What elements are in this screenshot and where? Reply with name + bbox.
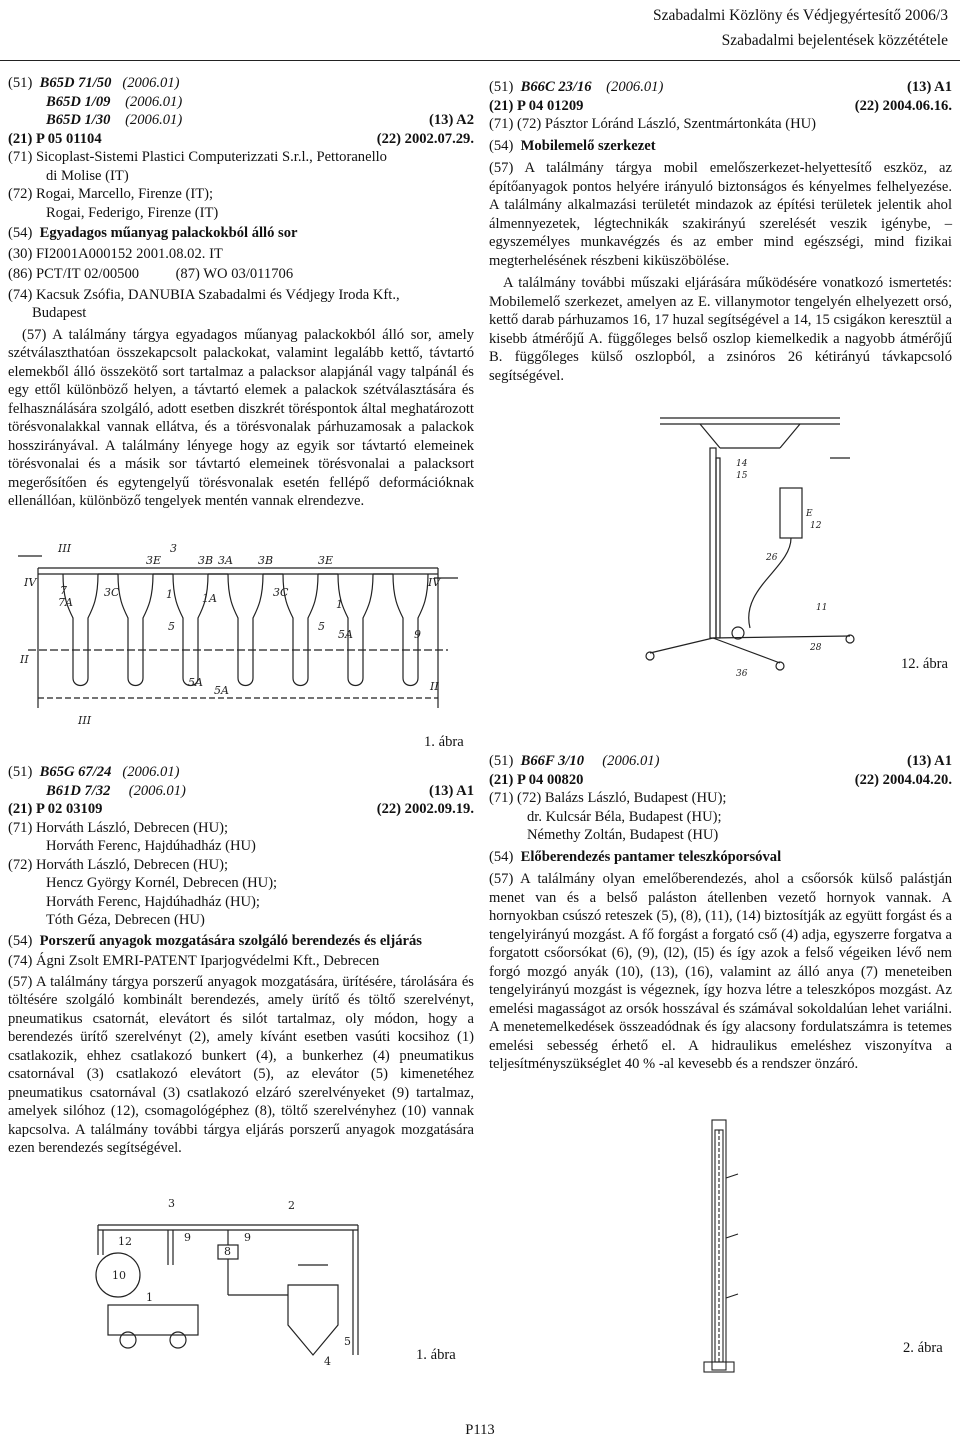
figure-duct	[88, 1195, 408, 1370]
application-number: (21) P 04 00820	[489, 771, 584, 788]
ipc-class: B66C 23/16	[520, 79, 592, 95]
pct-number: (86) PCT/IT 02/00500	[8, 266, 140, 282]
applicant-cont: di Molise (IT)	[46, 167, 129, 184]
field-54: (54)	[489, 848, 514, 865]
inventor-cont: Hencz György Kornél, Debrecen (HU);	[46, 875, 278, 891]
priority: (30) FI2001A000152 2001.08.02. IT	[8, 245, 223, 262]
invention-title: Porszerű anyagok mozgatására szolgáló berendezés és eljárás	[39, 932, 422, 949]
label-1A: 1A	[202, 592, 217, 605]
entry-2	[8, 763, 474, 1158]
page-number: P113	[465, 1422, 495, 1438]
label-28: 28	[810, 643, 822, 653]
figure-caption: 2. ábra	[903, 1340, 943, 1356]
invention-title: Előberendezés pantamer teleszkóporsóval	[520, 848, 782, 865]
ipc-class: B65D 1/09	[46, 93, 111, 110]
label-3E: 3E	[146, 554, 162, 567]
entry-1	[8, 74, 474, 511]
figure-caption: 1. ábra	[416, 1347, 456, 1363]
inventor-cont: Horváth Ferenc, Hajdúhadház (HU);	[46, 893, 260, 910]
label-3B: 3B	[258, 554, 274, 567]
ipc-version: (2006.01)	[122, 764, 180, 780]
figure-bottles	[18, 538, 458, 728]
agent: (74) Kacsuk Zsófia, DANUBIA Szabadalmi és Védjegy Iroda Kft.,	[8, 286, 400, 303]
ipc-version: (2006.01)	[122, 75, 180, 91]
filing-date: (22) 2004.06.16.	[854, 97, 952, 114]
label-4: 4	[324, 1355, 331, 1368]
label-5A: 5A	[214, 684, 229, 697]
ipc-class: B61D 7/32	[46, 782, 111, 799]
abstract-cont: A találmány további műszaki eljárására működésére vonatkozó ismertetés: Mobilemelő szerkezet, amelyen az E. villanymotor tengelyén elhelyezett orsó, kettő darab párhuzamos 16, 17 huzal segítségével a 14, 15 csigákon keresztül a kisebb átmérőjű A. függőleges belső oszlop kiemelkedik a nagyobb átmérőjű B. függőleges külső oszlopból, a zsinóros 26 kétirányú távkapcsoló segítségével.	[489, 275, 952, 384]
label-8: 8	[224, 1245, 231, 1258]
kind-code: (13) A2	[429, 112, 474, 128]
field-54: (54)	[8, 225, 33, 241]
figure-caption: 1. ábra	[424, 734, 464, 750]
label-5: 5	[318, 620, 325, 633]
wo-number: (87) WO 03/011706	[175, 266, 294, 282]
label-9: 9	[244, 1231, 251, 1244]
label-7A: 7A	[58, 596, 73, 609]
field-51: (51)	[8, 764, 33, 780]
label-3C: 3C	[104, 586, 120, 599]
label-5A: 5A	[338, 628, 353, 641]
ipc-version: (2006.01)	[125, 112, 183, 128]
field-54: (54)	[489, 137, 514, 154]
abstract: (57) A találmány tárgya porszerű anyagok mozgatására, ürítésére, tárolására és töltésére szolgáló kombinált berendezés, amely ürítő és töltő szerelvényt, pneumatikus csatornát, elevátort és silót tartalmaz, oly módon, hogy a berendezés ürítő szerelvényt (2), amely kívánt esetben vasúti kocsihoz (1) csatlakozik, ehhez csatlakozó bunkert (4), a bunkerhez (4) pneumatikus csatornával (3) csatlakozó elevátort (5), az elevátor (5) kimenetéhez pneumatikus csatornával (3) csatlakozó elzáró szerelvényeket (9) tartalmaz, amelyek silóhoz (12), csomagológéphez (8), töltő szerelvényhez (10) vannak kapcsolva. A találmány további tárgya eljárás porszerű anyagok mozgatására ezen berendezés segítségével.	[8, 973, 474, 1156]
entry-4	[489, 752, 952, 1074]
filing-date: (22) 2002.09.19.	[376, 801, 474, 817]
label-3E: 3E	[318, 554, 334, 567]
field-51: (51)	[489, 79, 514, 95]
inventor-cont: Rogai, Federigo, Firenze (IT)	[46, 204, 219, 221]
abstract: (57) A találmány tárgya egyadagos műanyag palackokból álló sor, amely szétválaszthatóan összekapcsolt palackokat, valamint legalább kettő, távtartó elemekből álló összekötő sort tartalmaz a palacksor alapjánál vagy talpánál és egy ettől különböző helyen, a távtartó elemek a palackok szétválasztására és felhasználására szolgáló, adott esetben diszkrét töréspontok által meghatározott törésvonalakkal vannak ellátva, és a törésvonalak párhuzamosak a palackok hosszirányával. A találmány lényege hogy az egyik sor távtartó elemeinek törésvonalai és a másik sor távtartó elemeinek törésvonalai a palacksort megerősítően és egytengelyű törésvonalak esetén fellépő deformációknak ellenállóan, különböző tengelyek mentén vannak elrendezve.	[8, 326, 474, 509]
label-5A: 5A	[188, 676, 203, 689]
ipc-version: (2006.01)	[125, 93, 183, 110]
label-3: 3	[168, 1197, 175, 1210]
field-51: (51)	[8, 75, 33, 91]
agent-cont: Budapest	[32, 305, 87, 321]
applicant: (71) Horváth László, Debrecen (HU);	[8, 819, 229, 836]
label-2: 2	[288, 1199, 295, 1212]
inventor-cont: Tóth Géza, Debrecen (HU)	[46, 912, 205, 928]
label-9: 9	[184, 1231, 191, 1244]
figure-crane	[640, 398, 880, 688]
label-12: 12	[810, 521, 822, 531]
label-3: 3	[170, 542, 177, 555]
invention-title: Egyadagos műanyag palackokból álló sor	[39, 225, 298, 241]
label-IV: IV	[24, 576, 37, 589]
ipc-class: B65G 67/24	[39, 764, 112, 780]
application-number: (21) P 05 01104	[8, 130, 102, 147]
journal-title: Szabadalmi Közlöny és Védjegyértesítő 2006/3	[652, 7, 948, 24]
applicant-cont: Némethy Zoltán, Budapest (HU)	[527, 827, 719, 843]
field-54: (54)	[8, 932, 33, 949]
label-III: III	[78, 714, 92, 727]
ipc-version: (2006.01)	[606, 79, 664, 95]
ipc-version: (2006.01)	[128, 782, 186, 799]
abstract: (57) A találmány olyan emelőberendezés, ahol a csőorsók külső palástján menet van és a belső paláston átellenben vezető hornyok vannak. A hornyokban csúszó reteszek (5), (8), (11), (14) biztosítják az együtt forgást és a tengelyirányú mozgást. A fő forgást a forgató cső (4) adja, egyszerre forgatva a forgatott csőorsókat (6), (9), (l2), (l5) és így azok a felső végeiken lévő nem forgó mozgó anyák (10), (13), (16), valamint az álló anya (7) meneteiben tengelyirányú mozgást is végeznek, így hozva létre a teleszkópos mozgást. Az emelési magasságot az orsók hosszával és számával sokoldalúan lehet variálni. A menetemelkedések összeadódnak és így alacsony fordulatszámra is tetemes emelési sebesség érhető el. A hidraulikus emeléshez viszonyítva a teljesítményszükséglet 40 % -al kevesebb és a rendszer önzáró.	[489, 871, 952, 1072]
ipc-class: B66F 3/10	[520, 753, 585, 769]
ipc-version: (2006.01)	[602, 753, 660, 769]
figure-telescope	[690, 1118, 750, 1378]
label-II: II	[20, 653, 29, 666]
kind-code: (13) A1	[429, 782, 474, 799]
agent: (74) Ágni Zsolt EMRI-PATENT Iparjogvédelmi Kft., Debrecen	[8, 953, 380, 969]
label-5: 5	[168, 620, 175, 633]
filing-date: (22) 2004.04.20.	[854, 771, 952, 788]
filing-date: (22) 2002.07.29.	[376, 130, 474, 147]
label-14: 14	[736, 459, 748, 469]
label-12: 12	[118, 1235, 132, 1248]
applicant-cont: Horváth Ferenc, Hajdúhadház (HU)	[46, 838, 256, 854]
inventor: (71) (72) Pásztor Lóránd László, Szentmártonkáta (HU)	[489, 116, 817, 132]
label-7: 7	[60, 584, 67, 597]
kind-code: (13) A1	[907, 753, 952, 769]
label-5: 5	[344, 1335, 351, 1348]
label-IV: IV	[428, 576, 441, 589]
application-number: (21) P 04 01209	[489, 97, 584, 114]
label-9: 9	[414, 628, 421, 641]
invention-title: Mobilemelő szerkezet	[520, 137, 656, 154]
label-1: 1	[336, 598, 343, 611]
applicant: (71) Sicoplast-Sistemi Plastici Computerizzati S.r.l., Pettoranello	[8, 149, 387, 165]
label-III: III	[58, 542, 72, 555]
label-26: 26	[766, 553, 778, 563]
applicant-cont: dr. Kulcsár Béla, Budapest (HU);	[527, 808, 722, 825]
inventor: (72) Rogai, Marcello, Firenze (IT);	[8, 186, 214, 202]
kind-code: (13) A1	[907, 79, 952, 95]
label-36: 36	[736, 669, 748, 679]
label-1: 1	[166, 588, 173, 601]
field-51: (51)	[489, 753, 514, 769]
header-rule	[0, 60, 960, 61]
label-3B: 3B	[198, 554, 214, 567]
ipc-class: B65D 71/50	[39, 75, 112, 91]
abstract: (57) A találmány tárgya mobil emelőszerkezet-helyettesítő eszköz, az építőanyagok pontos helyére irányuló biztonságos és kényelmes felhelyezése. A találmány alkalmazási területét mindazok az építési területek jelentik ahol álmennyezetek, légtechnikák szakirányú szerelését veszik igénybe, – egyszemélyes munkavégzés és az ember mind egészségi, mind fizikai megterhelésének részbeni kiküszöbölése.	[489, 160, 952, 269]
label-3A: 3A	[218, 554, 233, 567]
figure-caption: 12. ábra	[901, 656, 949, 672]
ipc-class: B65D 1/30	[46, 112, 111, 128]
label-II: II	[430, 680, 439, 693]
label-10: 10	[112, 1269, 126, 1282]
label-1: 1	[146, 1291, 153, 1304]
label-3C: 3C	[273, 586, 289, 599]
application-number: (21) P 02 03109	[8, 801, 103, 817]
entry-3	[489, 78, 952, 385]
inventor: (72) Horváth László, Debrecen (HU);	[8, 856, 229, 873]
label-15: 15	[736, 471, 748, 481]
label-11: 11	[816, 603, 828, 613]
section-title: Szabadalmi bejelentések közzététele	[721, 32, 948, 49]
label-E: E	[806, 509, 813, 519]
applicant: (71) (72) Balázs László, Budapest (HU);	[489, 790, 727, 806]
